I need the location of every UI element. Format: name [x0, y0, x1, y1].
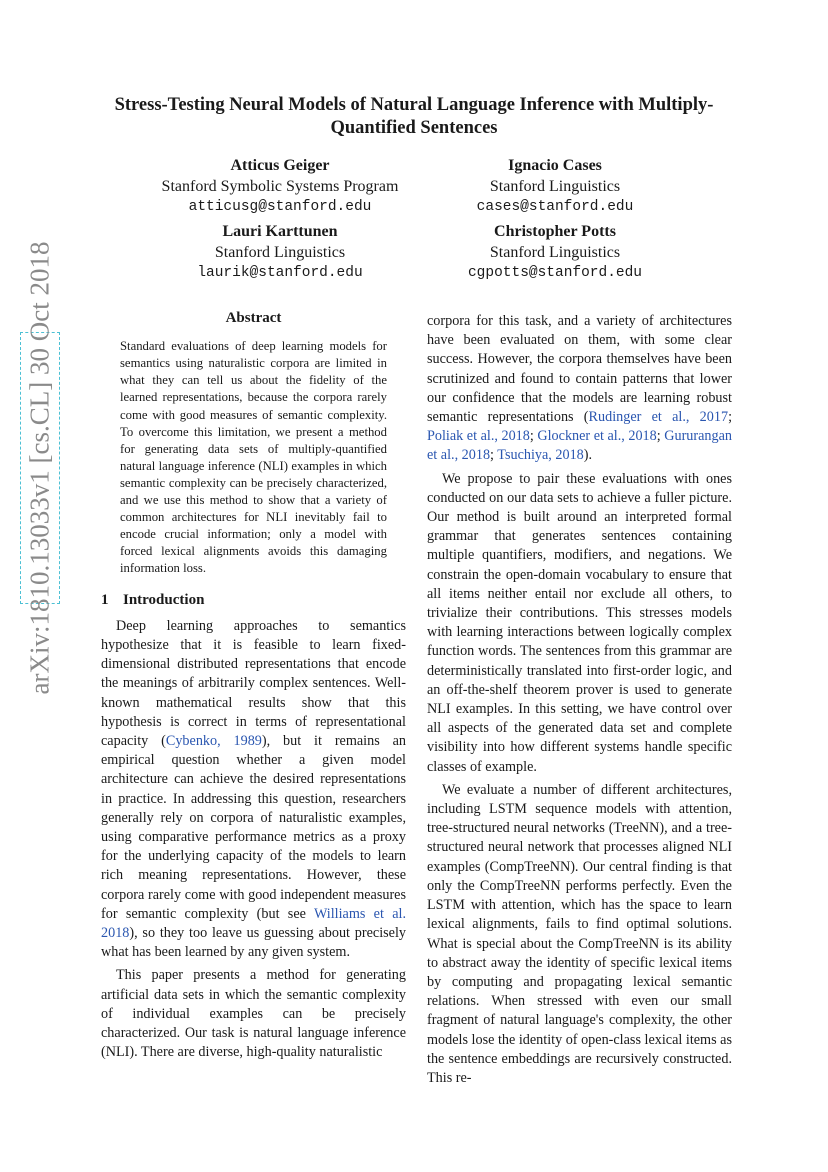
paragraph-text: Deep learning approaches to semantics hypothesize that it is feasible to learn fixed-dimensional distributed representations that encode the meanings of arbitrarily complex sentences. Well-known mathematical results show that this hypothesis is correct in terms of representational capacity (: [101, 617, 406, 749]
paragraph-text: ;: [656, 428, 665, 445]
body-paragraph: [427, 312, 732, 466]
arxiv-identifier-text: arXiv:1810.13033v1 [cs.CL] 30 Oct 2018: [24, 241, 55, 695]
left-column: [101, 309, 406, 1062]
section-number: 1: [101, 591, 109, 608]
abstract-heading: Abstract: [225, 310, 282, 326]
paragraph-text: ), so they too leave us guessing about precisely what has been learned by any given system.: [101, 924, 406, 961]
right-body: [427, 312, 732, 1088]
paragraph-text: ;: [529, 428, 538, 445]
author-name: Lauri Karttunen: [222, 223, 338, 240]
author-block: [405, 155, 705, 218]
citation-link[interactable]: Rudinger et al., 2017: [588, 409, 729, 426]
author-block: [405, 221, 705, 284]
citation-link[interactable]: Gururangan et al., 2018: [427, 428, 732, 464]
paragraph-text: ;: [728, 409, 733, 426]
paragraph-text: ;: [490, 447, 498, 464]
left-body: [101, 617, 406, 1063]
citation-link[interactable]: Glockner et al., 2018: [537, 428, 657, 445]
author-block: [130, 155, 430, 218]
body-paragraph: [101, 966, 406, 1062]
right-column: [427, 312, 732, 1088]
author-name: Christopher Potts: [494, 223, 616, 240]
author-affiliation: Stanford Linguistics: [489, 178, 621, 195]
paragraph-text: We propose to pair these evaluations with ones conducted on our data sets to achieve a fuller picture. Our method is built around an interpreted formal grammar that generates sentences containing multiple quantifiers, modifiers, and negations. We constrain the open-domain vocabulary to ensure that all items neither entail nor exclude all others, to trivialize their contributions. This stresses models with learning interactions between logically complex function words. The sentences from this grammar are deterministically translated into first-order logic, and an off-the-shelf theorem prover is used to generate NLI examples. In this setting, we have control over all aspects of the generated data set and complete visibility into how different systems handle specific classes of example.: [427, 470, 732, 775]
paragraph-text: corpora for this task, and a variety of architectures have been evaluated on them, with some clear success. However, the corpora themselves have been scrutinized and found to contain patterns that lower our confidence that the models are learning robust semantic representations (: [427, 313, 732, 426]
author-email: cgpotts@stanford.edu: [467, 265, 643, 281]
author-affiliation: Stanford Linguistics: [214, 244, 346, 261]
paragraph-text: ).: [583, 447, 593, 464]
author-name: Atticus Geiger: [230, 157, 330, 174]
paragraph-text: We evaluate a number of different architectures, including LSTM sequence models with attention, tree-structured neural networks (TreeNN), and a tree-structured neural network that processes aligned NLI examples (CompTreeNN). Our central finding is that only the CompTreeNN performs perfectly. Even the LSTM with attention, which has the space to learn lexical alignments, fails to find optimal solutions. What is special about the CompTreeNN is its ability to abstract away the identity of specific lexical items by computing and propagating lexical semantic relations. When stressed with even our small fragment of natural language's complexity, the other models lose the identity of open-class lexical items as the sentence embeddings are recursively constructed. This re-: [427, 781, 732, 1086]
author-email: atticusg@stanford.edu: [188, 199, 372, 215]
citation-link[interactable]: Cybenko, 1989: [165, 732, 262, 749]
author-name: Ignacio Cases: [508, 157, 602, 174]
paragraph-text: ), but it remains an empirical question whether a given model architecture can achieve the desired representations in practice. In addressing this question, researchers generally rely on corpora of naturalistic examples, using comparative performance metrics as a proxy for the underlying capacity of the models to learn rich meaning representations. However, these corpora rarely come with good independent measures for semantic complexity (but see: [101, 732, 407, 922]
citation-link[interactable]: Tsuchiya, 2018: [497, 447, 584, 464]
author-affiliation: Stanford Linguistics: [489, 244, 621, 261]
section-title: Introduction: [123, 591, 205, 608]
arxiv-identifier-stamp[interactable]: [20, 241, 60, 695]
paragraph-text: This paper presents a method for generating artificial data sets in which the semantic complexity of individual examples can be precisely characterized. Our task is natural language inference (NLI). There are diverse, high-quality naturalistic: [101, 967, 406, 1061]
author-block: [130, 221, 430, 284]
body-paragraph: [101, 617, 406, 963]
section-heading: [101, 591, 406, 610]
paper-title: Stress-Testing Neural Models of Natural Language Inference with Multiply-Quantified Sentences: [114, 95, 714, 138]
citation-link[interactable]: Poliak et al., 2018: [427, 428, 530, 445]
abstract-text: Standard evaluations of deep learning models for semantics using naturalistic corpora are limited in what they can tell us about the fidelity of the learned representations, because the corpora rarely come with good measures of semantic complexity. To overcome this limitation, we present a method for generating data sets of multiply-quantified natural language inference (NLI) examples in which semantic complexity can be precisely characterized, and we use this method to show that a variety of common architectures for NLI inevitably fail to encode crucial information; only a model with forced lexical alignments avoids this damaging information loss.: [120, 339, 387, 576]
body-paragraph: [427, 470, 732, 777]
body-paragraph: [427, 781, 732, 1088]
author-affiliation: Stanford Symbolic Systems Program: [161, 178, 399, 195]
author-email: cases@stanford.edu: [476, 199, 634, 215]
author-email: laurik@stanford.edu: [197, 265, 363, 281]
citation-link[interactable]: Williams et al. 2018: [101, 905, 406, 941]
